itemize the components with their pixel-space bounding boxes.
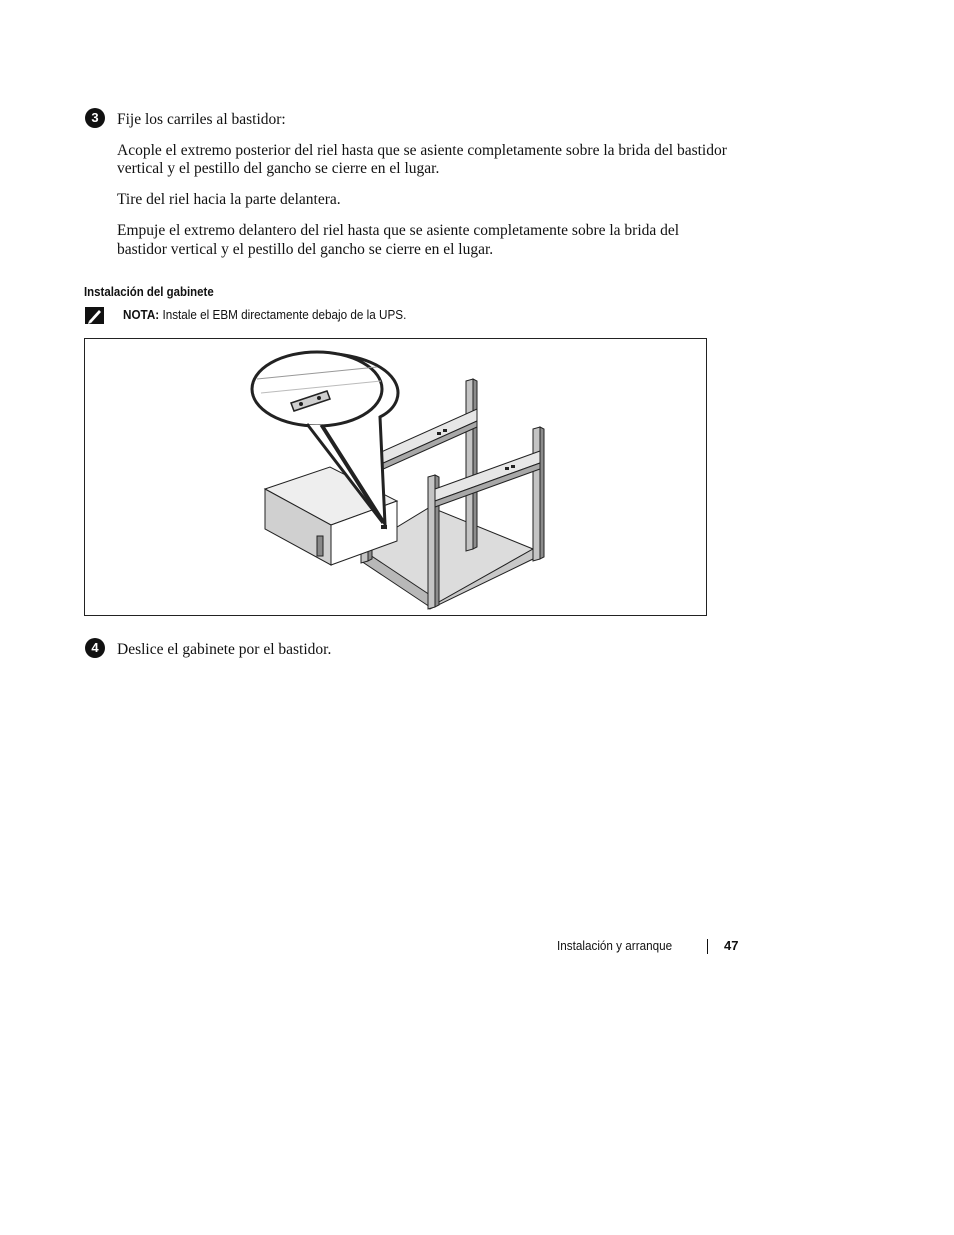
step-3-badge: 3 [85, 108, 105, 128]
step-3-paragraph-1-line-1: Acople el extremo posterior del riel hasta que se asiente completamente sobre la brida del bastidor [117, 142, 727, 159]
note-body: Instale el EBM directamente debajo de la UPS. [162, 307, 407, 322]
step-3-paragraph-3-line-2: bastidor vertical y el pestillo del gancho se cierre en el lugar. [117, 241, 494, 258]
step-3-paragraph-3-line-1: Empuje el extremo delantero del riel hasta que se asiente completamente sobre la brida del [117, 222, 680, 239]
note-pencil-icon [84, 306, 106, 326]
step-4-title: Deslice el gabinete por el bastidor. [117, 641, 332, 658]
rack-install-illustration [85, 339, 706, 615]
section-heading: Instalación del gabinete [84, 284, 214, 299]
step-3-paragraph-2: Tire del riel hacia la parte delantera. [117, 191, 341, 208]
page-number: 47 [724, 938, 739, 953]
rack-install-figure [84, 338, 707, 616]
step-4-badge: 4 [85, 638, 105, 658]
footer-chapter: Instalación y arranque [557, 938, 673, 953]
note-text [123, 307, 406, 322]
footer-separator [707, 939, 708, 954]
step-3-paragraph-1-line-2: vertical y el pestillo del gancho se cierre en el lugar. [117, 160, 440, 177]
note-label: NOTA: [123, 307, 160, 322]
step-3-title: Fije los carriles al bastidor: [117, 111, 286, 128]
